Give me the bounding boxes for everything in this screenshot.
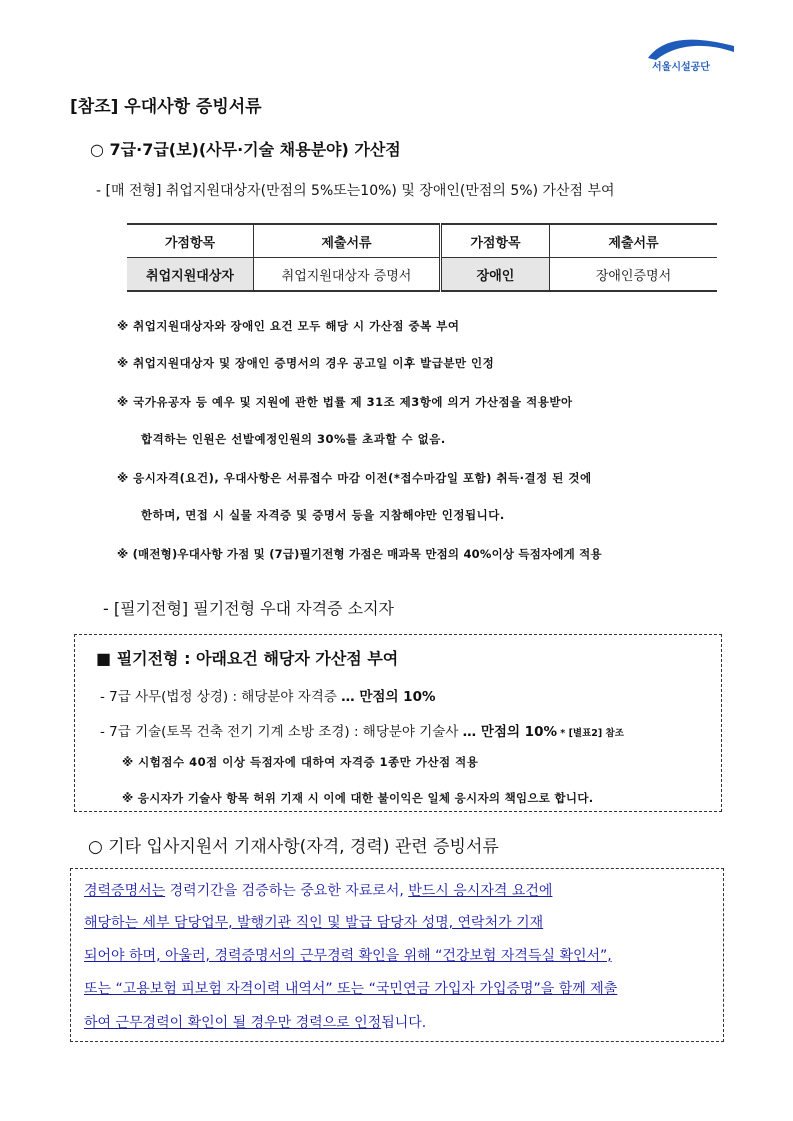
note: ※ 국가유공자 등 예우 및 지원에 관한 법률 제 31조 제3항에 의거 가산점을 적용받아 <box>117 395 573 409</box>
note: ※ 응시자격(요건), 우대사항은 서류접수 마감 이전(*접수마감일 포함) 취득·결정 된 것에 <box>117 471 592 485</box>
paragraph-line: 되어야 하며, 아울러, 경력증명서의 근무경력 확인을 위해 “건강보험 자격득실 확인서”, <box>84 948 612 964</box>
section1-heading: ○ 7급·7급(보)(사무·기술 채용분야) 가산점 <box>90 140 401 159</box>
paragraph-text: 경력기간을 검증하는 중요한 자료로서, <box>165 883 409 899</box>
box-note: ※ 응시자가 기술사 항목 허위 기재 시 이에 대한 불이익은 일체 응시자의 책임으로 합니다. <box>122 791 594 805</box>
table-row <box>127 258 717 292</box>
section2-heading: ○ 기타 입사지원서 기재사항(자격, 경력) 관련 증빙서류 <box>88 837 499 857</box>
table-cell: 취업지원대상자 증명서 <box>254 258 441 292</box>
note-continuation: 합격하는 인원은 선발예정인원의 30%를 초과할 수 없음. <box>141 432 446 446</box>
note: ※ 취업지원대상자와 장애인 요건 모두 해당 시 가산점 중복 부여 <box>117 319 460 333</box>
note-continuation: 한하며, 면접 시 실물 자격증 및 증명서 등을 지참해야만 인정됩니다. <box>141 508 505 522</box>
table-cell-label: 취업지원대상자 <box>127 258 254 292</box>
paragraph-line: 또는 “고용보험 피보험 자격이력 내역서” 또는 “국민연금 가입자 가입증명”을 함께 제출 <box>84 981 618 997</box>
box-line <box>100 720 624 740</box>
table-header-cell: 가점항목 <box>127 224 254 258</box>
paragraph-line <box>84 880 552 900</box>
note: ※ 취업지원대상자 및 장애인 증명서의 경우 공고일 이후 발급분만 인정 <box>117 356 495 370</box>
table-header-cell: 가점항목 <box>441 224 550 258</box>
page-title: [참조] 우대사항 증빙서류 <box>70 97 262 117</box>
table-header-cell: 제출서류 <box>254 224 441 258</box>
logo-text: 서울시설공단 <box>652 62 710 73</box>
box-note: ※ 시험점수 40점 이상 득점자에 대하여 자격증 1종만 가산점 적용 <box>122 755 479 769</box>
logo-wave-icon <box>646 34 738 60</box>
table-cell: 장애인증명서 <box>550 258 718 292</box>
logo <box>646 34 738 76</box>
paragraph-text: 됩니다. <box>381 1015 427 1031</box>
section1-intro: - [매 전형] 취업지원대상자(만점의 5%또는10%) 및 장애인(만점의 5%) 가산점 부여 <box>96 183 615 199</box>
box-line-reference: * [별표2] 참조 <box>557 728 624 739</box>
table-header-cell: 제출서류 <box>550 224 718 258</box>
box-line-text: - 7급 기술(토목 건축 전기 기계 소방 조경) : 해당분야 기술사 <box>100 724 463 740</box>
underlined-text: 경력증명서는 <box>84 883 166 899</box>
paragraph-line: 해당하는 세부 담당업무, 발행기관 직인 및 발급 담당자 성명, 연락처가 기재 <box>84 915 544 931</box>
underlined-text: 하여 근무경력이 확인이 될 경우만 경력으로 인정 <box>84 1015 382 1031</box>
box-line-bold: … 만점의 10% <box>462 724 557 740</box>
underlined-text: 반드시 응시자격 요건에 <box>408 883 553 899</box>
box-line <box>100 685 436 705</box>
written-exam-line: - [필기전형] 필기전형 우대 자격증 소지자 <box>103 599 394 618</box>
bonus-table <box>127 223 717 292</box>
table-header-row <box>127 224 717 258</box>
box-line-bold: … 만점의 10% <box>341 689 436 705</box>
table-cell-label: 장애인 <box>441 258 550 292</box>
note: ※ (매전형)우대사항 가점 및 (7급)필기전형 가점은 매과목 만점의 40%이상 득점자에게 적용 <box>117 547 602 561</box>
box-line-text: - 7급 사무(법정 상경) : 해당분야 자격증 <box>100 689 342 705</box>
paragraph-line <box>84 1012 426 1032</box>
box-title: ■ 필기전형 : 아래요건 해당자 가산점 부여 <box>96 649 399 668</box>
